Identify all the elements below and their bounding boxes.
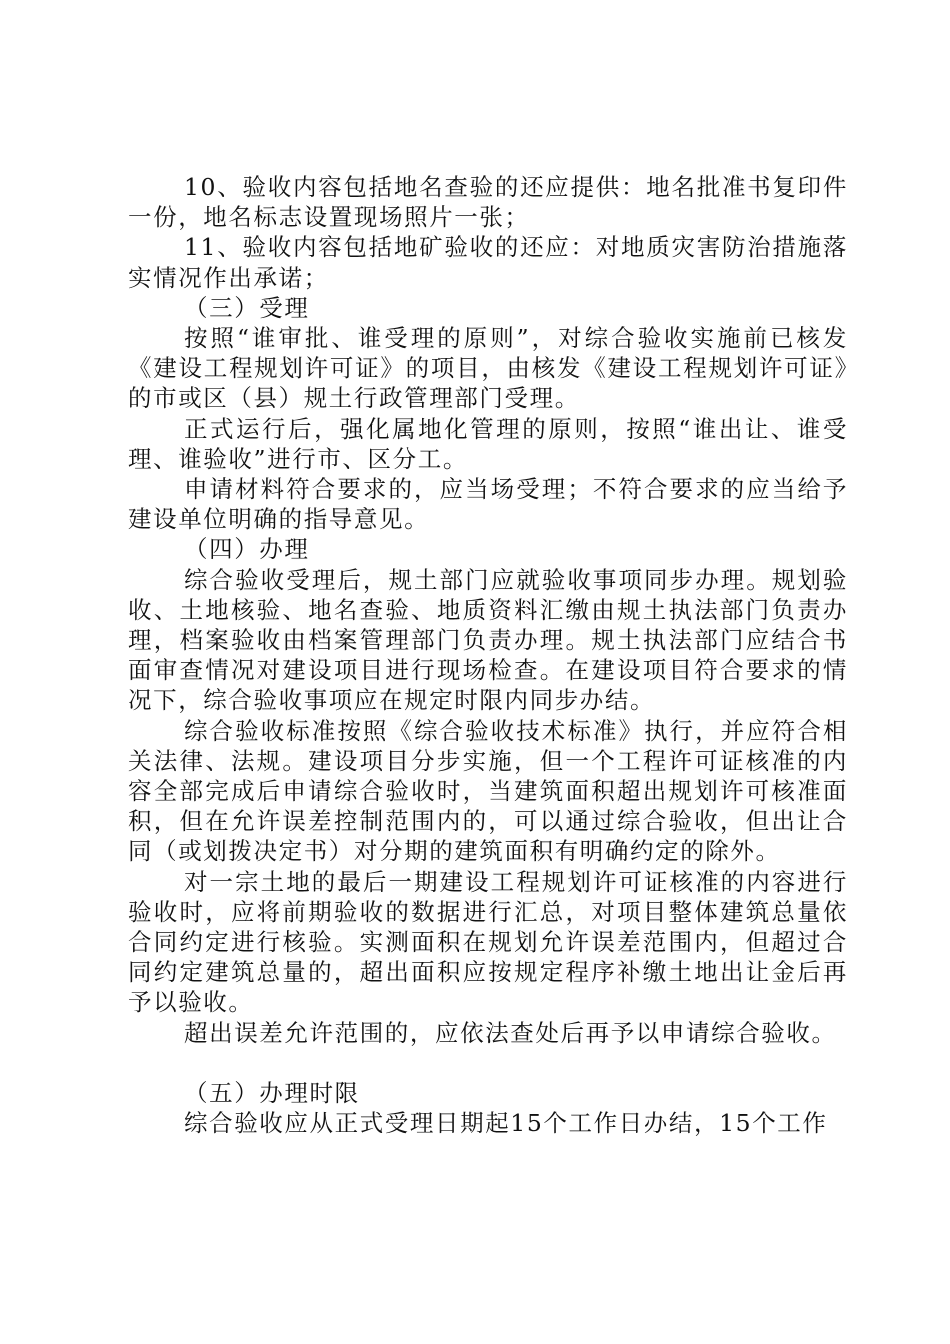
paragraph-application-materials: 申请材料符合要求的，应当场受理；不符合要求的应当给予建设单位明确的指导意见。 (128, 475, 848, 534)
paragraph-final-phase: 对一宗土地的最后一期建设工程规划许可证核准的内容进行验收时，应将前期验收的数据进行汇总，对项目整体建筑总量依合同约定进行核验。实测面积在规划允许误差范围内，但超过合同约定建筑总量的，超出面积应按规定程序补缴土地出让金后再予以验收。 (128, 867, 848, 1017)
document-body (128, 172, 848, 1138)
section-heading-time-limit: （五）办理时限 (184, 1078, 360, 1107)
paragraph-acceptance-principle: 按照“谁审批、谁受理的原则”，对综合验收实施前已核发《建设工程规划许可证》的项目，由核发《建设工程规划许可证》的市或区（县）规土行政管理部门受理。 (128, 324, 848, 413)
section-heading-acceptance: （三）受理 (184, 293, 310, 322)
paragraph-acceptance-standard: 综合验收标准按照《综合验收技术标准》执行，并应符合相关法律、法规。建设项目分步实施，但一个工程许可证核准的内容全部完成后申请综合验收时，当建筑面积超出规划许可核准面积，但在允许误差控制范围内的，可以通过综合验收，但出让合同（或划拨决定书）对分期的建筑面积有明确约定的除外。 (128, 716, 848, 866)
paragraph-formal-operation: 正式运行后，强化属地化管理的原则，按照“谁出让、谁受理、谁验收”进行市、区分工。 (128, 414, 848, 473)
paragraph-item-10: 10、验收内容包括地名查验的还应提供：地名批准书复印件一份，地名标志设置现场照片一张； (128, 173, 848, 232)
paragraph-time-limit: 综合验收应从正式受理日期起15个工作日办结，15个工作 (184, 1109, 828, 1138)
paragraph-processing-steps: 综合验收受理后，规土部门应就验收事项同步办理。规划验收、土地核验、地名查验、地质资料汇缴由规土执法部门负责办理，档案验收由档案管理部门负责办理。规土执法部门应结合书面审查情况对建设项目进行现场检查。在建设项目符合要求的情况下，综合验收事项应在规定时限内同步办结。 (128, 565, 848, 715)
paragraph-beyond-tolerance: 超出误差允许范围的，应依法查处后再予以申请综合验收。 (184, 1018, 837, 1047)
paragraph-item-11: 11、验收内容包括地矿验收的还应：对地质灾害防治措施落实情况作出承诺； (128, 233, 848, 292)
paragraph-gap (128, 1048, 848, 1078)
section-heading-processing: （四）办理 (184, 535, 310, 564)
